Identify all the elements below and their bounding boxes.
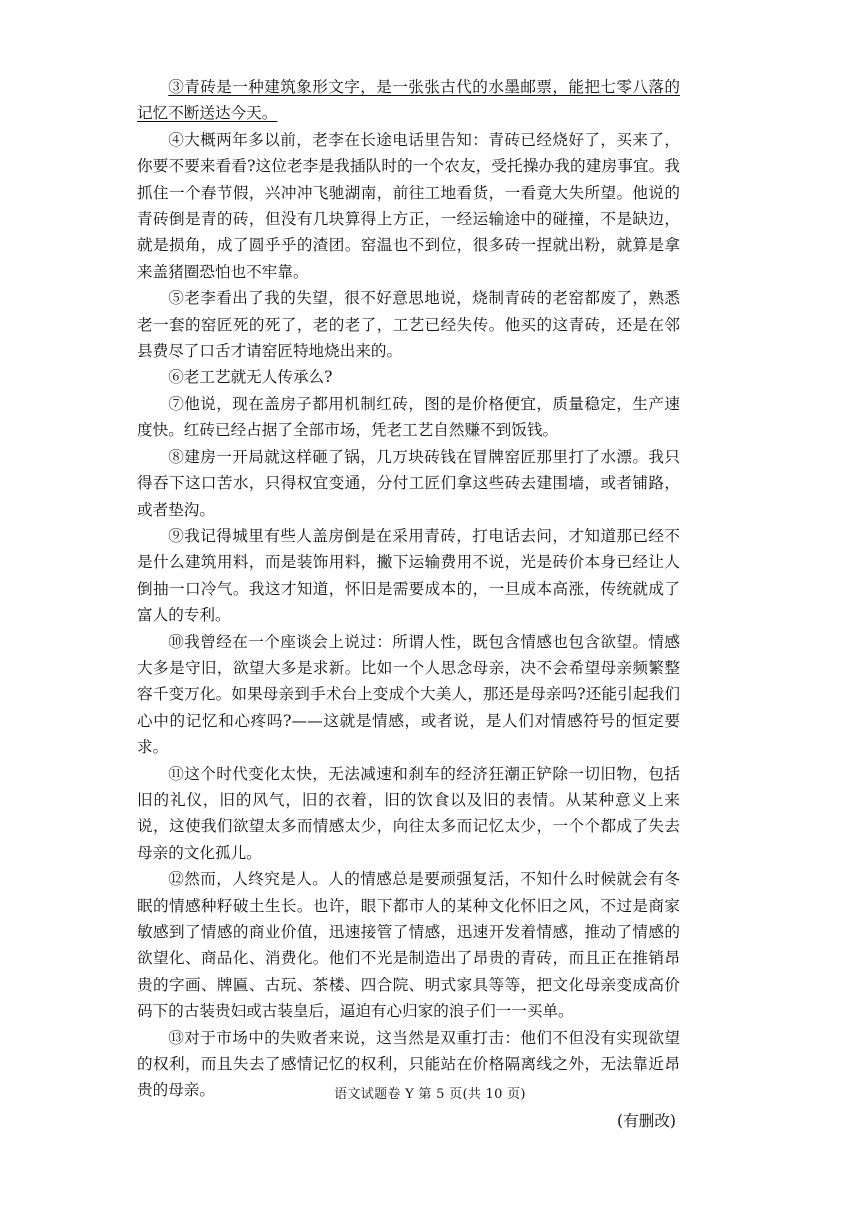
paragraph-7: ⑦他说，现在盖房子都用机制红砖，图的是价格便宜，质量稳定，生产速度快。红砖已经占据了全部市场，凭老工艺自然赚不到饭钱。 bbox=[137, 394, 680, 440]
source-note: (有删改) bbox=[617, 1111, 676, 1130]
page-footer: 语文试题卷 Y 第 5 页(共 10 页) bbox=[334, 1087, 526, 1102]
paragraph-10: ⑩我曾经在一个座谈会上说过：所谓人性，既包含情感也包含欲望。情感大多是守旧，欲望大多是求新。比如一个人思念母亲，决不会希望母亲频繁整容千变万化。如果母亲到手术台上变成个大美人，那还是母亲吗?还能引起我们心中的记忆和心疼吗?——这就是情感，或者说，是人们对情感符号的恒定要求。 bbox=[137, 632, 680, 757]
paragraph-11: ⑪这个时代变化太快，无法减速和刹车的经济狂潮正铲除一切旧物，包括旧的礼仪，旧的风气，旧的衣着，旧的饮食以及旧的表情。从某种意义上来说，这使我们欲望太多而情感太少，向往太多而记忆太少，一个个都成了失去母亲的文化孤儿。 bbox=[137, 764, 680, 862]
paragraph-4: ④大概两年多以前，老李在长途电话里告知：青砖已经烧好了，买来了，你要不要来看看?这位老李是我插队时的一个农友，受托操办我的建房事宜。我抓住一个春节假，兴冲冲飞驰湖南，前往工地看货，一看竟大失所望。他说的青砖倒是青的砖，但没有几块算得上方正，一经运输途中的碰撞，不是缺边，就是损角，成了圆乎乎的渣团。窑温也不到位，很多砖一捏就出粉，就算是拿来盖猪圈恐怕也不牢靠。 bbox=[137, 130, 680, 281]
paragraph-3-underlined bbox=[137, 74, 680, 127]
paragraph-8: ⑧建房一开局就这样砸了锅，几万块砖钱在冒牌窑匠那里打了水漂。我只得吞下这口苦水，只得权宜变通，分付工匠们拿这些砖去建围墙，或者铺路，或者垫沟。 bbox=[137, 447, 680, 519]
article-body bbox=[137, 74, 680, 1134]
paragraph-6: ⑥老工艺就无人传承么? bbox=[168, 368, 333, 387]
paragraph-12: ⑫然而，人终究是人。人的情感总是要顽强复活，不知什么时候就会有冬眠的情感种籽破土生长。也许，眼下都市人的某种文化怀旧之风，不过是商家敏感到了情感的商业价值，迅速接管了情感，迅速开发着情感，推动了情感的欲望化、商品化、消费化。他们不光是制造出了昂贵的青砖，而且正在推销昂贵的字画、牌匾、古玩、茶楼、四合院、明式家具等等，把文化母亲变成高价码下的古装贵妇或古装皇后，逼迫有心归家的浪子们一一买单。 bbox=[137, 870, 680, 1021]
paragraph-5: ⑤老李看出了我的失望，很不好意思地说，烧制青砖的老窑都废了，熟悉老一套的窑匠死的死了，老的老了，工艺已经失传。他买的这青砖，还是在邻县费尽了口舌才请窑匠特地烧出来的。 bbox=[137, 289, 680, 361]
paragraph-13: ⑬对于市场中的失败者来说，这当然是双重打击：他们不但没有实现欲望的权利，而且失去了感情记忆的权利，只能站在价格隔离线之外，无法靠近昂贵的母亲。 bbox=[137, 1028, 680, 1100]
underlined-sentence: ③青砖是一种建筑象形文字，是一张张古代的水墨邮票，能把七零八落的记忆不断送达今天。 bbox=[137, 78, 680, 123]
paragraph-9: ⑨我记得城里有些人盖房倒是在采用青砖，打电话去问，才知道那已经不是什么建筑用料，而是装饰用料，撇下运输费用不说，光是砖价本身已经让人倒抽一口冷气。我这才知道，怀旧是需要成本的，一旦成本高涨，传统就成了富人的专利。 bbox=[137, 526, 680, 625]
